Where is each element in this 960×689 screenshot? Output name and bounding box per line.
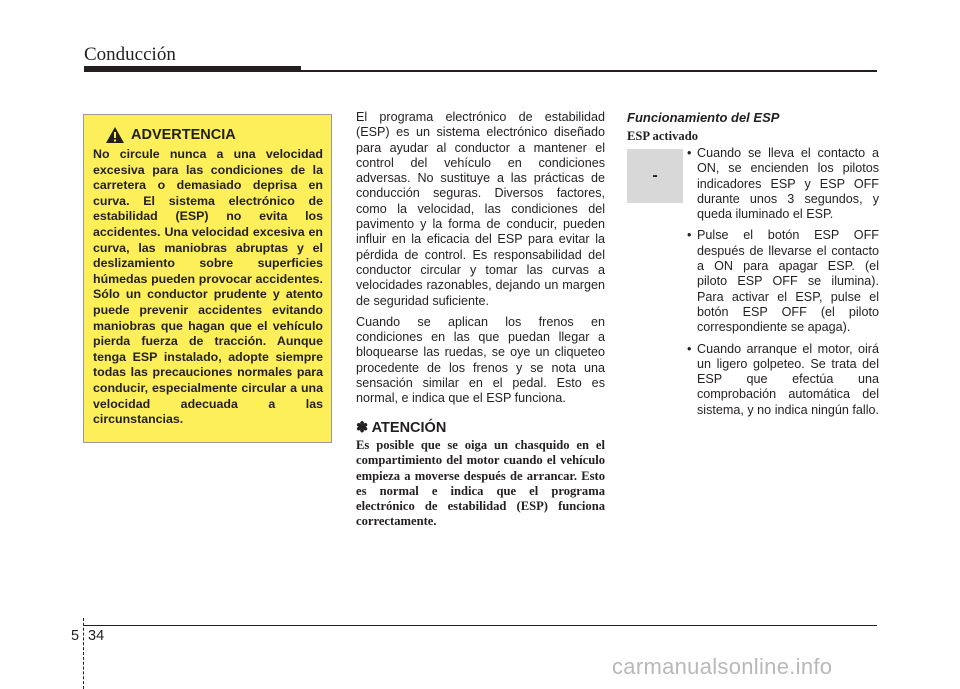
warning-title: ADVERTENCIA bbox=[131, 127, 236, 143]
section-title: Funcionamiento del ESP bbox=[627, 110, 780, 125]
header-bar-thick bbox=[84, 66, 301, 72]
main-column bbox=[356, 110, 605, 536]
warning-text: No circule nunca a una velocidad excesiva para las condiciones de la carretera o demasiado deprisa en curva. El sistema electrónico de estabilidad (ESP) no evita los accidentes. Una velocidad excesiva en curva, las maniobras abruptas y el deslizamiento sobre superficies húmedas pueden provocar accidentes. Sólo un conductor prudente y atento puede prevenir accidentes evitando maniobras que hagan que el vehículo pierda fuerza de tracción. Aunque tenga ESP instalado, adopte siempre todas las precauciones normales para conducir, especialmente circular a una velocidad adecuada a las circunstancias. bbox=[93, 147, 323, 427]
chapter-number: 5 bbox=[71, 628, 80, 644]
footer-rule bbox=[84, 625, 877, 626]
indicator-placeholder-box: - bbox=[627, 149, 683, 203]
esp-brakes-paragraph: Cuando se aplican los frenos en condiciones en las que puedan llegar a bloquearse las ruedas, se oye un cliqueteo procedente de los frenos y se nota una sensación similar en el pedal. Esto es normal, e indica que el ESP funciona. bbox=[356, 314, 605, 406]
warning-box bbox=[83, 114, 332, 443]
page-header-title: Conducción bbox=[84, 44, 176, 65]
list-item: • Cuando arranque el motor, oirá un ligero golpeteo. Se trata del ESP que efectúa una comprobación automática del sistema, y no indica ningún fallo. bbox=[687, 342, 879, 418]
header-bar-thin bbox=[301, 70, 877, 72]
warning-header bbox=[105, 126, 323, 144]
esp-operation-column bbox=[627, 110, 880, 417]
list-item: • Pulse el botón ESP OFF después de llevarse el contacto a ON para apagar ESP. (el piloto ESP OFF se ilumina). Para activar el ESP, pulse el botón ESP OFF (el piloto correspondiente se apaga). bbox=[687, 228, 879, 335]
page-number: 34 bbox=[88, 628, 105, 644]
warning-triangle-icon bbox=[105, 126, 125, 144]
atencion-title: ✽ ATENCIÓN bbox=[356, 419, 447, 436]
esp-intro-paragraph: El programa electrónico de estabilidad (ESP) es un sistema electrónico diseñado para ayudar al conductor a mantener el control del vehículo en condiciones adversas. No sustituye a las prácticas de conducción seguras. Diversos factores, como la velocidad, las condiciones del pavimento y la forma de conducir, pueden influir en la eficacia del ESP para evitar la pérdida de control. Es responsabilidad del conductor circular y tomar las curvas a velocidades razonables, dejando un margen de seguridad suficiente. bbox=[356, 110, 605, 308]
footer-vertical-rule bbox=[83, 618, 85, 689]
esp-bullet-list bbox=[687, 146, 879, 424]
esp-activated-subtitle: ESP activado bbox=[627, 129, 699, 143]
watermark: carmanualsonline.info bbox=[612, 654, 833, 679]
list-item: • Cuando se lleva el contacto a ON, se encienden los pilotos indicadores ESP y ESP OFF durante unos 3 segundos, y queda iluminado el ESP. bbox=[687, 146, 879, 222]
atencion-text: Es posible que se oiga un chasquido en el compartimiento del motor cuando el vehículo empieza a moverse después de arrancar. Esto es normal e indica que el programa electrónico de estabilidad (ESP) funciona correctamente. bbox=[356, 437, 605, 529]
